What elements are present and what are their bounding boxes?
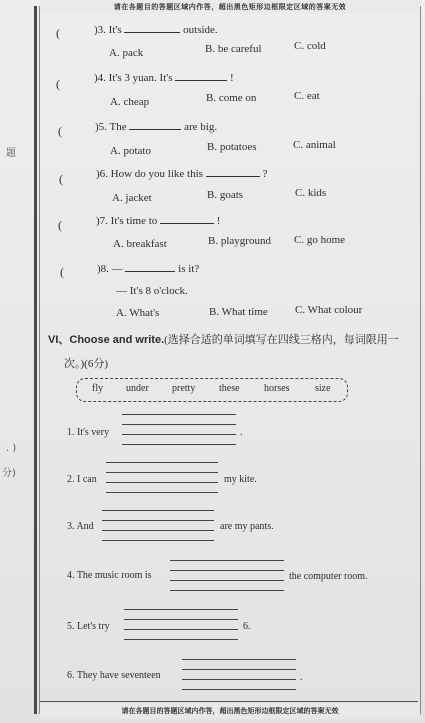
answer-paren[interactable]: (: [58, 124, 62, 138]
writing-line[interactable]: [102, 510, 214, 511]
question-number: )6.: [96, 168, 108, 180]
section-6-points: 次。)(6分): [64, 358, 108, 370]
word-bank: [76, 378, 348, 402]
fill-item-4: 4. The music room is: [67, 570, 152, 581]
option-b: B. be careful: [205, 43, 262, 55]
word-bank-item: under: [126, 383, 149, 394]
option-a: A. pack: [109, 47, 144, 59]
question-text: How do you like this: [110, 168, 203, 180]
fill-item-4-end: the computer room.: [289, 571, 368, 582]
word-bank-item: these: [219, 383, 240, 394]
writing-line[interactable]: [182, 679, 296, 680]
question-7: [96, 214, 220, 227]
section-6-heading: VI、Choose and write.: [48, 334, 165, 346]
question-number: )3.: [94, 24, 106, 36]
fill-item-6-end: .: [300, 672, 303, 683]
section-6-instructions: (选择合适的单词填写在四线三格内，每词限用一: [164, 334, 399, 346]
word-bank-item: fly: [92, 383, 104, 394]
option-b: B. goats: [207, 189, 244, 201]
writing-line[interactable]: [124, 639, 238, 640]
option-c: C. eat: [294, 90, 320, 102]
writing-line[interactable]: [106, 462, 218, 463]
fill-item-2: 2. I can: [67, 474, 97, 485]
question-4: [94, 71, 234, 84]
writing-line[interactable]: [170, 560, 284, 561]
option-b: B. potatoes: [207, 141, 257, 153]
answer-blank[interactable]: [124, 23, 180, 33]
writing-line[interactable]: [102, 530, 214, 531]
margin-mark: . ): [6, 443, 17, 454]
question-text: !: [216, 215, 221, 227]
writing-line[interactable]: [182, 659, 296, 660]
section-6-title: [48, 331, 399, 347]
option-a: A. cheap: [110, 96, 150, 108]
option-b: B. playground: [208, 235, 271, 247]
fill-item-5: 5. Let's try: [67, 621, 110, 632]
writing-line[interactable]: [106, 482, 218, 483]
writing-line[interactable]: [122, 444, 236, 445]
writing-line[interactable]: [106, 492, 218, 493]
question-text: outside.: [183, 24, 218, 36]
footer-notice: 请在各题目的答题区域内作答，超出黑色矩形边框限定区域的答案无效: [40, 703, 420, 719]
answer-blank[interactable]: [160, 214, 214, 224]
question-text: The: [109, 121, 127, 133]
writing-line[interactable]: [124, 629, 238, 630]
question-text: It's time to: [110, 215, 158, 227]
writing-line[interactable]: [170, 590, 284, 591]
option-b: B. come on: [206, 92, 257, 104]
answer-paren[interactable]: (: [59, 172, 63, 186]
question-text: is it?: [178, 263, 200, 275]
question-text: ?: [262, 168, 268, 180]
fill-item-6: 6. They have seventeen: [67, 670, 161, 681]
question-6: [96, 167, 267, 180]
option-c: C. animal: [293, 139, 336, 151]
writing-line[interactable]: [170, 570, 284, 571]
writing-line[interactable]: [124, 609, 238, 610]
question-text: —: [111, 263, 123, 275]
header-notice: 请在各题目的答题区域内作答，超出黑色矩形边框限定区域的答案无效: [40, 0, 420, 14]
answer-paren[interactable]: (: [56, 26, 60, 40]
answer-blank[interactable]: [206, 167, 260, 177]
question-number: )8.: [97, 263, 109, 275]
question-3: [94, 23, 218, 36]
fill-item-1: 1. It's very: [67, 427, 110, 438]
answer-paren[interactable]: (: [60, 265, 64, 279]
writing-line[interactable]: [182, 669, 296, 670]
option-c: C. cold: [294, 40, 326, 52]
writing-line[interactable]: [102, 520, 214, 521]
option-c: C. What colour: [295, 304, 363, 316]
margin-mark: 题: [6, 148, 16, 159]
writing-line[interactable]: [182, 689, 296, 690]
fill-item-3-end: are my pants.: [220, 521, 274, 532]
answer-blank[interactable]: [175, 71, 227, 81]
question-number: )4.: [94, 72, 106, 84]
option-a: A. breakfast: [113, 238, 167, 250]
question-5: [95, 120, 217, 133]
question-text: It's: [108, 24, 122, 36]
option-c: C. kids: [295, 187, 327, 199]
writing-line[interactable]: [102, 540, 214, 541]
writing-line[interactable]: [106, 472, 218, 473]
option-a: A. jacket: [112, 192, 152, 204]
option-c: C. go home: [294, 234, 346, 246]
answer-blank[interactable]: [129, 120, 181, 130]
word-bank-item: pretty: [172, 383, 196, 394]
option-b: B. What time: [209, 306, 268, 318]
writing-line[interactable]: [122, 434, 236, 435]
footer-rule: [40, 701, 418, 702]
answer-blank[interactable]: [125, 262, 175, 272]
fill-item-3: 3. And: [67, 521, 94, 532]
word-bank-item: size: [315, 383, 331, 394]
question-text: !: [230, 72, 234, 84]
fill-item-2-end: my kite.: [224, 474, 257, 485]
option-a: A. What's: [116, 307, 160, 319]
question-text: are big.: [184, 121, 218, 133]
fill-item-5-end: 6.: [243, 621, 251, 632]
question-8: [97, 262, 199, 275]
writing-line[interactable]: [122, 414, 236, 415]
answer-paren[interactable]: (: [56, 77, 60, 91]
answer-paren[interactable]: (: [58, 218, 62, 232]
margin-mark: 分): [2, 468, 16, 479]
option-a: A. potato: [110, 145, 151, 157]
question-8-reply: — It's 8 o'clock.: [116, 285, 188, 297]
writing-line[interactable]: [122, 424, 236, 425]
question-text: It's 3 yuan. It's: [108, 72, 173, 84]
writing-line[interactable]: [124, 619, 238, 620]
question-number: )5.: [95, 121, 107, 133]
question-number: )7.: [96, 215, 108, 227]
writing-line[interactable]: [170, 580, 284, 581]
word-bank-item: horses: [264, 383, 290, 394]
fill-item-1-end: .: [240, 427, 243, 438]
